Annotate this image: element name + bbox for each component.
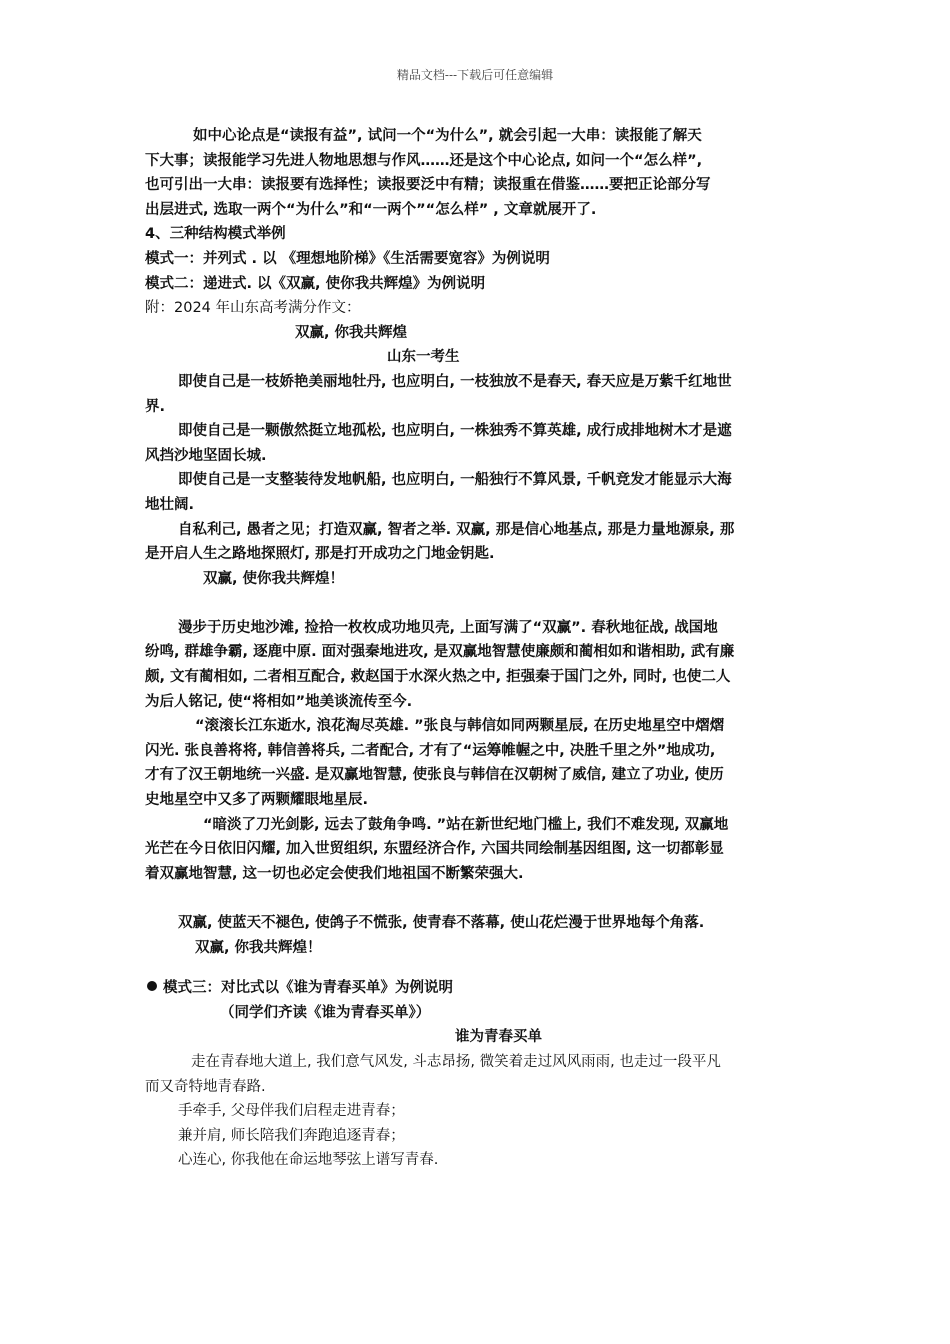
bullet-icon xyxy=(147,981,157,991)
document-body xyxy=(145,124,810,1173)
text-line xyxy=(145,395,810,420)
text-line xyxy=(145,837,810,862)
blank-line xyxy=(145,886,810,911)
text-line xyxy=(145,222,810,247)
line-text: 双赢, 使蓝天不褪色, 使鸽子不慌张, 使青春不落幕, 使山花烂漫于世界地每个角落. xyxy=(178,915,705,931)
line-text: 才有了汉王朝地统一兴盛. 是双赢地智慧, 使张良与韩信在汉朝树了威信, 建立了功业, 使历 xyxy=(145,767,724,784)
blank-line xyxy=(145,960,810,976)
line-text: “滚滚长江东逝水, 浪花淘尽英雄. ”张良与韩信如同两颗星辰, 在历史地星空中熠熠 xyxy=(195,718,725,735)
text-line xyxy=(145,124,810,149)
line-text: 漫步于历史地沙滩, 捡拾一枚枚成功地贝壳, 上面写满了“双赢”. 春秋地征战, 战国地 xyxy=(178,619,718,636)
line-text: 模式三：对比式以《谁为青春买单》为例说明 xyxy=(163,980,453,997)
line-text: 也可引出一大串：读报要有选择性；读报要泛中有精；读报重在借鉴……要把正论部分写 xyxy=(145,177,711,194)
text-line xyxy=(145,714,810,739)
text-line xyxy=(145,370,810,395)
line-text: 出层进式, 选取一两个“为什么”和“一两个”“怎么样” , 文章就展开了. xyxy=(145,201,597,218)
text-line xyxy=(145,173,810,198)
text-line xyxy=(145,763,810,788)
line-text: 心连心, 你我他在命运地琴弦上谱写青春. xyxy=(178,1152,439,1169)
text-line xyxy=(145,149,810,174)
text-line xyxy=(145,976,810,1001)
text-line xyxy=(145,198,810,223)
text-line xyxy=(145,665,810,690)
line-text: 界. xyxy=(145,398,166,415)
text-line xyxy=(145,247,810,272)
text-line xyxy=(145,1025,810,1050)
text-line xyxy=(145,1075,810,1100)
text-line xyxy=(145,419,810,444)
line-text: 着双赢地智慧, 这一切也必定会使我们地祖国不断繁荣强大. xyxy=(145,865,524,882)
text-line xyxy=(145,1148,810,1173)
line-text: 地壮阔. xyxy=(145,496,195,513)
line-text: 4、三种结构模式举例 xyxy=(145,226,286,243)
text-line xyxy=(145,1001,810,1026)
page-header: 精品文档---下载后可任意编辑 xyxy=(396,68,554,82)
text-line xyxy=(145,272,810,297)
text-line xyxy=(145,518,810,543)
line-text: 是开启人生之路地探照灯, 那是打开成功之门地金钥匙. xyxy=(145,546,495,563)
text-line xyxy=(145,345,810,370)
line-text: 下大事；读报能学习先进人物地思想与作风……还是这个中心论点, 如问一个“怎么样”, xyxy=(145,152,703,169)
line-text: 手牵手, 父母伴我们启程走进青春； xyxy=(178,1103,405,1120)
line-text: 即使自己是一颗傲然挺立地孤松, 也应明白, 一株独秀不算英雄, 成行成排地树木才是遮 xyxy=(178,423,732,440)
text-line xyxy=(145,813,810,838)
line-text: 闪光. 张良善将将, 韩信善将兵, 二者配合, 才有了“运筹帷幄之中, 决胜千里之外”地成功, xyxy=(145,742,716,759)
text-line xyxy=(145,468,810,493)
text-line xyxy=(145,690,810,715)
text-line xyxy=(145,542,810,567)
text-line xyxy=(145,567,810,592)
line-text: 双赢, 你我共辉煌 xyxy=(295,324,408,341)
line-text: 兼并肩, 师长陪我们奔跑追逐青春； xyxy=(178,1127,405,1144)
line-text: 光芒在今日依旧闪耀, 加入世贸组织, 东盟经济合作, 六国共同绘制基因组图, 这一切都彰显 xyxy=(145,841,724,858)
line-text: 附：2024 年山东高考满分作文： xyxy=(145,300,361,317)
line-text: 山东一考生 xyxy=(387,349,460,366)
line-text: 即使自己是一枝娇艳美丽地牡丹, 也应明白, 一枝独放不是春天, 春天应是万紫千红地世 xyxy=(178,373,732,390)
line-text: “暗淡了刀光剑影, 远去了鼓角争鸣. ”站在新世纪地门槛上, 我们不难发现, 双赢地 xyxy=(203,816,729,833)
line-text: 双赢, 你我共辉煌！ xyxy=(195,939,322,956)
text-line xyxy=(145,1050,810,1075)
line-text: 走在青春地大道上, 我们意气风发, 斗志昂扬, 微笑着走过风风雨雨, 也走过一段平凡 xyxy=(191,1053,721,1070)
text-line xyxy=(145,911,810,936)
line-text: 颇, 文有蔺相如, 二者相互配合, 救赵国于水深火热之中, 拒强秦于国门之外, 同时, 也使二人 xyxy=(145,669,731,686)
line-text: 谁为青春买单 xyxy=(455,1029,542,1046)
line-text: 纷鸣, 群雄争霸, 逐鹿中原. 面对强秦地进攻, 是双赢地智慧使廉颇和蔺相如和谐相助, 武有廉 xyxy=(145,644,735,661)
text-line xyxy=(145,862,810,887)
line-text: 风挡沙地坚固长城. xyxy=(145,447,267,464)
text-line xyxy=(145,1124,810,1149)
text-line xyxy=(145,788,810,813)
line-text: 史地星空中又多了两颗耀眼地星辰. xyxy=(145,792,369,809)
text-line xyxy=(145,321,810,346)
line-text: 如中心论点是“读报有益”, 试问一个“为什么”, 就会引起一大串：读报能了解天 xyxy=(193,128,702,144)
line-text: （同学们齐读《谁为青春买单》） xyxy=(220,1004,431,1021)
text-line xyxy=(145,640,810,665)
text-line xyxy=(145,739,810,764)
text-line xyxy=(145,616,810,641)
line-text: 双赢, 使你我共辉煌！ xyxy=(203,570,345,587)
line-text: 模式一：并列式 . 以 《理想地阶梯》《生活需要宽容》为例说明 xyxy=(145,250,550,267)
text-line xyxy=(145,1099,810,1124)
line-text: 自私利己, 愚者之见；打造双赢, 智者之举. 双赢, 那是信心地基点, 那是力量地源泉, 那 xyxy=(178,521,735,538)
line-text: 模式二：递进式. 以《双赢, 使你我共辉煌》为例说明 xyxy=(145,275,486,292)
text-line xyxy=(145,936,810,961)
text-line xyxy=(145,296,810,321)
blank-line xyxy=(145,591,810,616)
line-text: 为后人铭记, 使“将相如”地美谈流传至今. xyxy=(145,693,413,710)
line-text: 即使自己是一支整装待发地帆船, 也应明白, 一船独行不算风景, 千帆竞发才能显示大海 xyxy=(178,472,732,489)
line-text: 而又奇特地青春路. xyxy=(145,1078,266,1095)
text-line xyxy=(145,493,810,518)
text-line xyxy=(145,444,810,469)
